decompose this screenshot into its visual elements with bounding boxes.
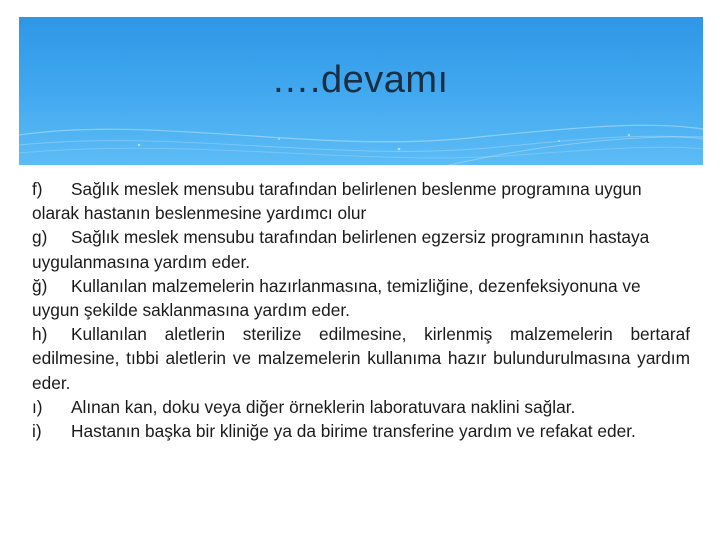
slide-title: ….devamı bbox=[271, 59, 449, 101]
item-text: Sağlık meslek mensubu tarafından belirlenen egzersiz programının hastaya uygulanmasına yardım eder. bbox=[32, 227, 650, 272]
item-marker: g) bbox=[32, 227, 48, 248]
item-marker: f) bbox=[32, 179, 43, 199]
list-item bbox=[32, 225, 690, 273]
item-text: Kullanılan malzemelerin hazırlanmasına, temizliğine, dezenfeksiyonuna ve uygun şekilde saklanmasına yardım eder. bbox=[32, 275, 641, 321]
list-item bbox=[32, 419, 690, 443]
slide-body bbox=[32, 177, 690, 443]
list-item bbox=[32, 274, 690, 322]
item-text: Alınan kan, doku veya diğer örneklerin laboratuvara naklini sağlar. bbox=[71, 396, 576, 417]
list-item bbox=[32, 322, 690, 395]
list-item bbox=[32, 395, 690, 419]
item-text: Sağlık meslek mensubu tarafından belirlenen beslenme programına uygun olarak hastanın beslenmesine yardımcı olur bbox=[32, 179, 642, 224]
item-marker: i) bbox=[32, 421, 42, 442]
item-marker: h) bbox=[32, 324, 48, 345]
item-marker: ğ) bbox=[32, 275, 48, 296]
item-text: Kullanılan aletlerin sterilize edilmesine, kirlenmiş malzemelerin bertaraf edilmesine, tıbbi aletlerin ve malzemelerin kullanıma hazır bulundurulmasına yardım eder. bbox=[32, 324, 690, 393]
item-marker: ı) bbox=[32, 396, 43, 417]
item-text: Hastanın başka bir kliniğe ya da birime transferine yardım ve refakat eder. bbox=[71, 421, 636, 442]
list-item bbox=[32, 177, 690, 225]
